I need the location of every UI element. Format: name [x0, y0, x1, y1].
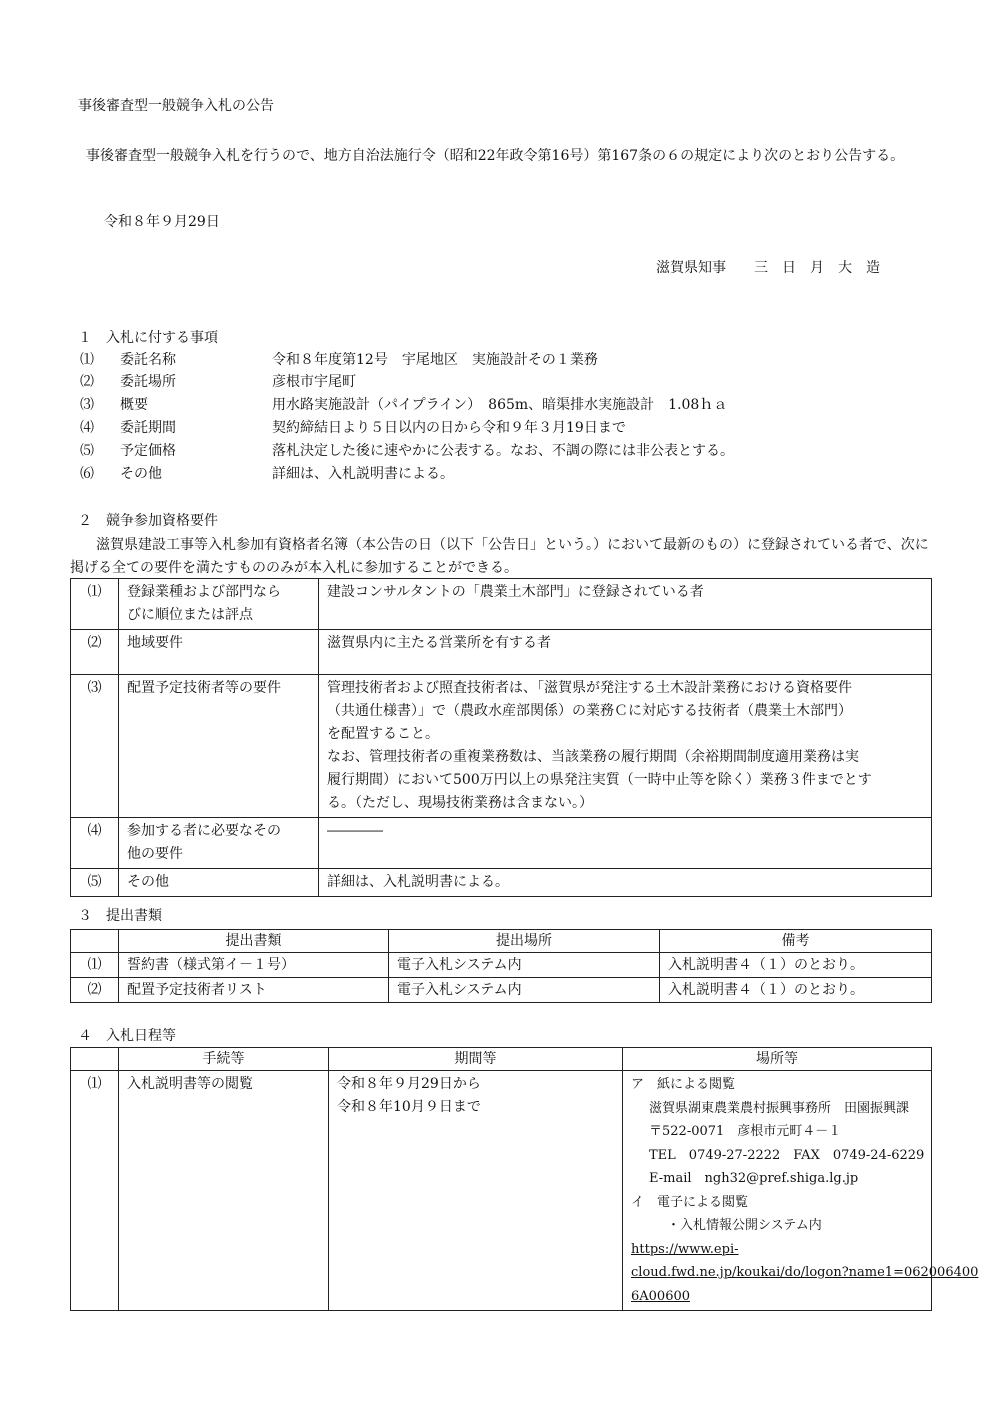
item-value: 用水路実施設計（パイプライン） 865m、暗渠排水実施設計 1.08ｈａ: [272, 397, 728, 413]
table-row: [71, 675, 932, 818]
item-number: ⑶: [80, 397, 94, 413]
intro-paragraph: 事後審査型一般競争入札を行うので、地方自治法施行令（昭和22年政令第16号）第167条の６の規定により次のとおり公告する。: [86, 148, 905, 164]
item-number: ⑹: [80, 466, 94, 482]
row-number: ⑸: [71, 869, 119, 897]
table-row: [71, 630, 932, 675]
office-email: E-mail ngh32@pref.shiga.lg.jp: [649, 1171, 859, 1186]
place-cell: 電子入札システム内: [389, 953, 660, 978]
place-cell: [623, 1071, 979, 1311]
row-content: 滋賀県内に主たる営業所を有する者: [319, 630, 932, 675]
header-blank: [71, 930, 119, 953]
row-content: ――――: [319, 818, 932, 869]
issuer: 滋賀県知事 三 日 月 大 造: [656, 260, 880, 276]
table-header-row: [71, 1048, 932, 1071]
procedure-cell: 入札説明書等の閲覧: [119, 1071, 329, 1311]
row-label: 登録業種および部門なら びに順位または評点: [119, 579, 319, 630]
row-content: 管理技術者および照査技術者は、「滋賀県が発注する土木設計業務における資格要件 （共通仕様書）」で（農政水産部関係）の業務Ｃに対応する技術者（農業土木部門） を配置すること。 なお、管理技術者の重複業務数は、当該業務の履行期間（余裕期間制度適用業務は実 履行期間）において500万円以上の県発注実質（一時中止等を除く）業務３件までとす る。（ただし、現場技術業務は含まない。）: [319, 675, 932, 818]
table-row: [71, 1071, 932, 1311]
table-row: [71, 978, 932, 1003]
submission-table: [70, 929, 932, 1003]
system-url-link[interactable]: 6A00600: [631, 1288, 691, 1304]
item-value: 詳細は、入札説明書による。: [272, 466, 454, 482]
item-number: ⑴: [80, 352, 94, 368]
column-header: 手続等: [119, 1048, 329, 1071]
notice-date: 令和８年９月29日: [104, 214, 220, 230]
system-name: ・入札情報公開システム内: [667, 1218, 822, 1233]
item-number: ⑵: [80, 374, 94, 390]
column-header: 備考: [660, 930, 932, 953]
qualification-table: [70, 578, 932, 897]
item-value: 令和８年度第12号 宇尾地区 実施設計その１業務: [272, 352, 598, 368]
section3-heading: ３ 提出書類: [78, 908, 162, 924]
item-label: 予定価格: [120, 443, 176, 459]
item-value: 落札決定した後に速やかに公表する。なお、不調の際には非公表とする。: [272, 443, 734, 459]
section2-heading: ２ 競争参加資格要件: [78, 513, 218, 529]
column-header: 期間等: [329, 1048, 623, 1071]
schedule-table: [70, 1047, 979, 1311]
column-header: 提出場所: [389, 930, 660, 953]
paper-viewing-label: ア 紙による閲覧: [631, 1077, 736, 1092]
column-header: 場所等: [623, 1048, 932, 1071]
item-number: ⑷: [80, 420, 94, 436]
row-label: 配置予定技術者等の要件: [119, 675, 319, 818]
section1-item: [80, 371, 356, 393]
row-content: 詳細は、入札説明書による。: [319, 869, 932, 897]
office-name: 滋賀県湖東農業農村振興事務所 田園振興課: [649, 1100, 910, 1116]
row-label: 地域要件: [119, 630, 319, 675]
item-label: 委託名称: [120, 352, 176, 368]
section4-heading: ４ 入札日程等: [78, 1028, 176, 1044]
section1-item: [80, 417, 626, 439]
system-url-link[interactable]: https://www.epi-: [631, 1241, 739, 1257]
doc-cell: 誓約書（様式第イ－１号）: [119, 953, 389, 978]
place-cell: 電子入札システム内: [389, 978, 660, 1003]
item-label: 委託期間: [120, 420, 176, 436]
item-value: 契約締結日より５日以内の日から令和９年３月19日まで: [272, 420, 626, 436]
electronic-viewing-label: イ 電子による閲覧: [631, 1194, 749, 1210]
section2-intro: 滋賀県建設工事等入札参加有資格者名簿（本公告の日（以下「公告日」という。）において最新のもの）に登録されている者で、次に掲げる全ての要件を満たすもののみが本入札に参加することができる。: [70, 537, 929, 576]
section1-heading: １ 入札に付する事項: [78, 330, 218, 346]
item-label: その他: [120, 466, 162, 482]
section1-item: [80, 440, 734, 462]
doc-cell: 配置予定技術者リスト: [119, 978, 389, 1003]
row-number: ⑴: [71, 1071, 119, 1311]
row-label: その他: [119, 869, 319, 897]
section1-item: [80, 394, 728, 416]
note-cell: 入札説明書４（１）のとおり。: [660, 978, 932, 1003]
section1-item: [80, 463, 454, 485]
table-row: [71, 579, 932, 630]
item-label: 委託場所: [120, 374, 176, 390]
table-row: [71, 818, 932, 869]
table-header-row: [71, 930, 932, 953]
row-number: ⑵: [71, 630, 119, 675]
row-label: 参加する者に必要なその 他の要件: [119, 818, 319, 869]
row-content: 建設コンサルタントの「農業土木部門」に登録されている者: [319, 579, 932, 630]
table-row: [71, 869, 932, 897]
item-label: 概要: [120, 397, 148, 413]
item-number: ⑸: [80, 443, 94, 459]
row-number: ⑵: [71, 978, 119, 1003]
office-address: 〒522-0071 彦根市元町４－１: [649, 1124, 842, 1139]
document-title: 事後審査型一般競争入札の公告: [78, 98, 274, 114]
row-number: ⑴: [71, 579, 119, 630]
row-number: ⑴: [71, 953, 119, 978]
note-cell: 入札説明書４（１）のとおり。: [660, 953, 932, 978]
column-header: 提出書類: [119, 930, 389, 953]
office-phone: TEL 0749-27-2222 FAX 0749-24-6229: [649, 1147, 925, 1163]
row-number: ⑶: [71, 675, 119, 818]
row-number: ⑷: [71, 818, 119, 869]
section1-item: [80, 349, 598, 371]
header-blank: [71, 1048, 119, 1071]
table-row: [71, 953, 932, 978]
system-url-link[interactable]: cloud.fwd.ne.jp/koukai/do/logon?name1=062006400: [631, 1265, 979, 1280]
item-value: 彦根市宇尾町: [272, 374, 356, 390]
period-cell: 令和８年９月29日から 令和８年10月９日まで: [329, 1071, 623, 1311]
